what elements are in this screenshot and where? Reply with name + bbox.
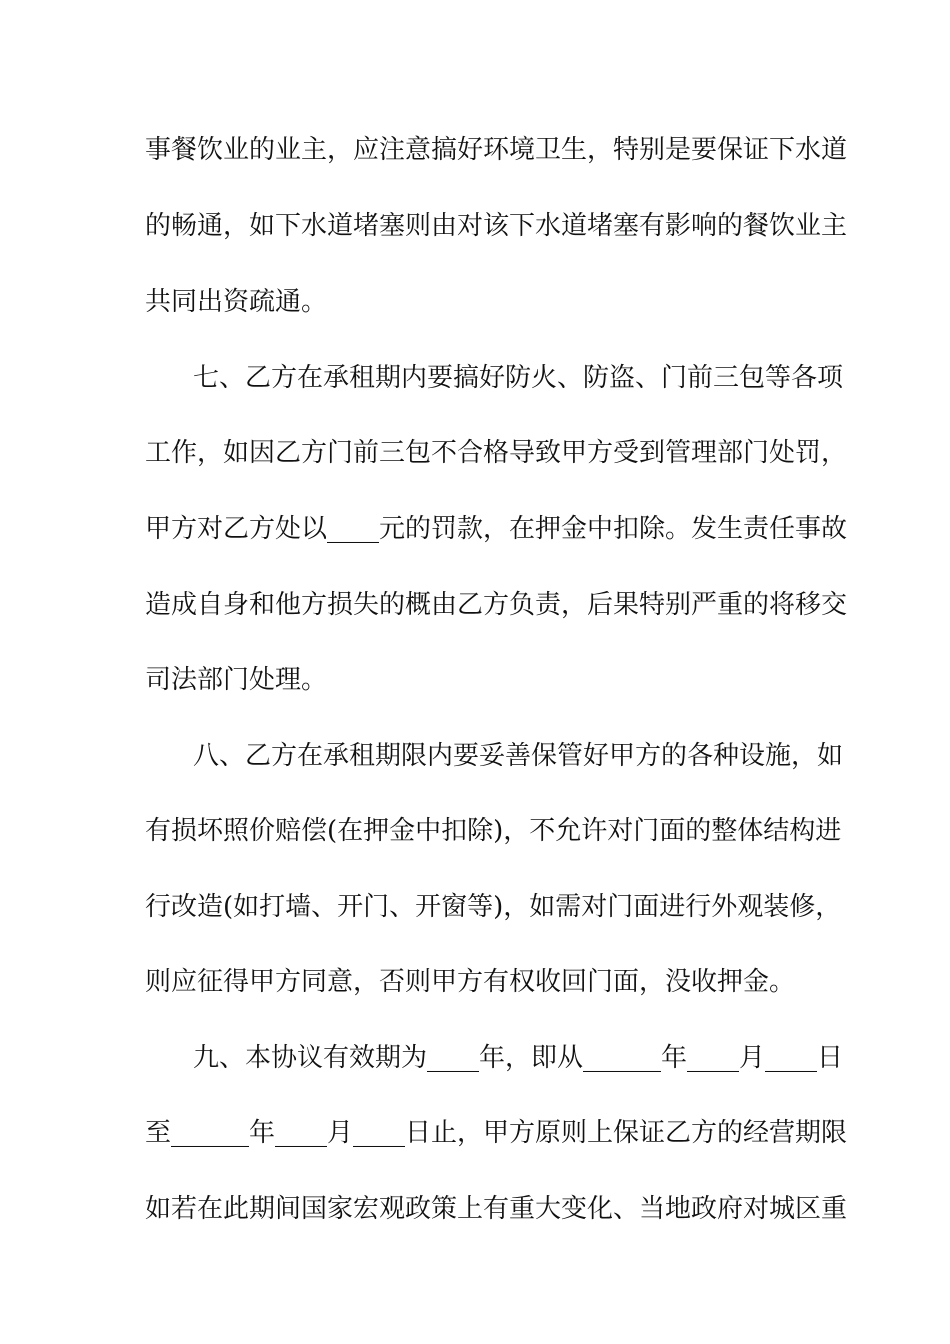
text-line: 造成自身和他方损失的概由乙方负责，后果特别严重的将移交 (145, 590, 848, 620)
section-9-first-line: 九、本协议有效期为____年，即从______年____月____日 (193, 1043, 844, 1073)
text-line: 至______年____月____日止，甲方原则上保证乙方的经营期限 (145, 1118, 848, 1148)
text-line: 的畅通，如下水道堵塞则由对该下水道堵塞有影响的餐饮业主 (145, 211, 848, 241)
text-line: 司法部门处理。 (145, 665, 328, 695)
text-line: 如若在此期间国家宏观政策上有重大变化、当地政府对城区重 (145, 1194, 848, 1224)
text-line: 甲方对乙方处以____元的罚款，在押金中扣除。发生责任事故 (145, 514, 848, 544)
text-line: 行改造(如打墙、开门、开窗等)，如需对门面进行外观装修， (145, 892, 842, 922)
section-8-first-line: 八、乙方在承租期限内要妥善保管好甲方的各种设施，如 (193, 741, 844, 771)
text-line: 事餐饮业的业主，应注意搞好环境卫生，特别是要保证下水道 (145, 135, 848, 165)
text-line: 工作，如因乙方门前三包不合格导致甲方受到管理部门处罚， (145, 438, 848, 468)
text-line: 有损坏照价赔偿(在押金中扣除)，不允许对门面的整体结构进 (145, 816, 842, 846)
text-line: 共同出资疏通。 (145, 287, 328, 317)
section-7-first-line: 七、乙方在承租期内要搞好防火、防盗、门前三包等各项 (193, 363, 844, 393)
text-line: 则应征得甲方同意，否则甲方有权收回门面，没收押金。 (145, 967, 796, 997)
